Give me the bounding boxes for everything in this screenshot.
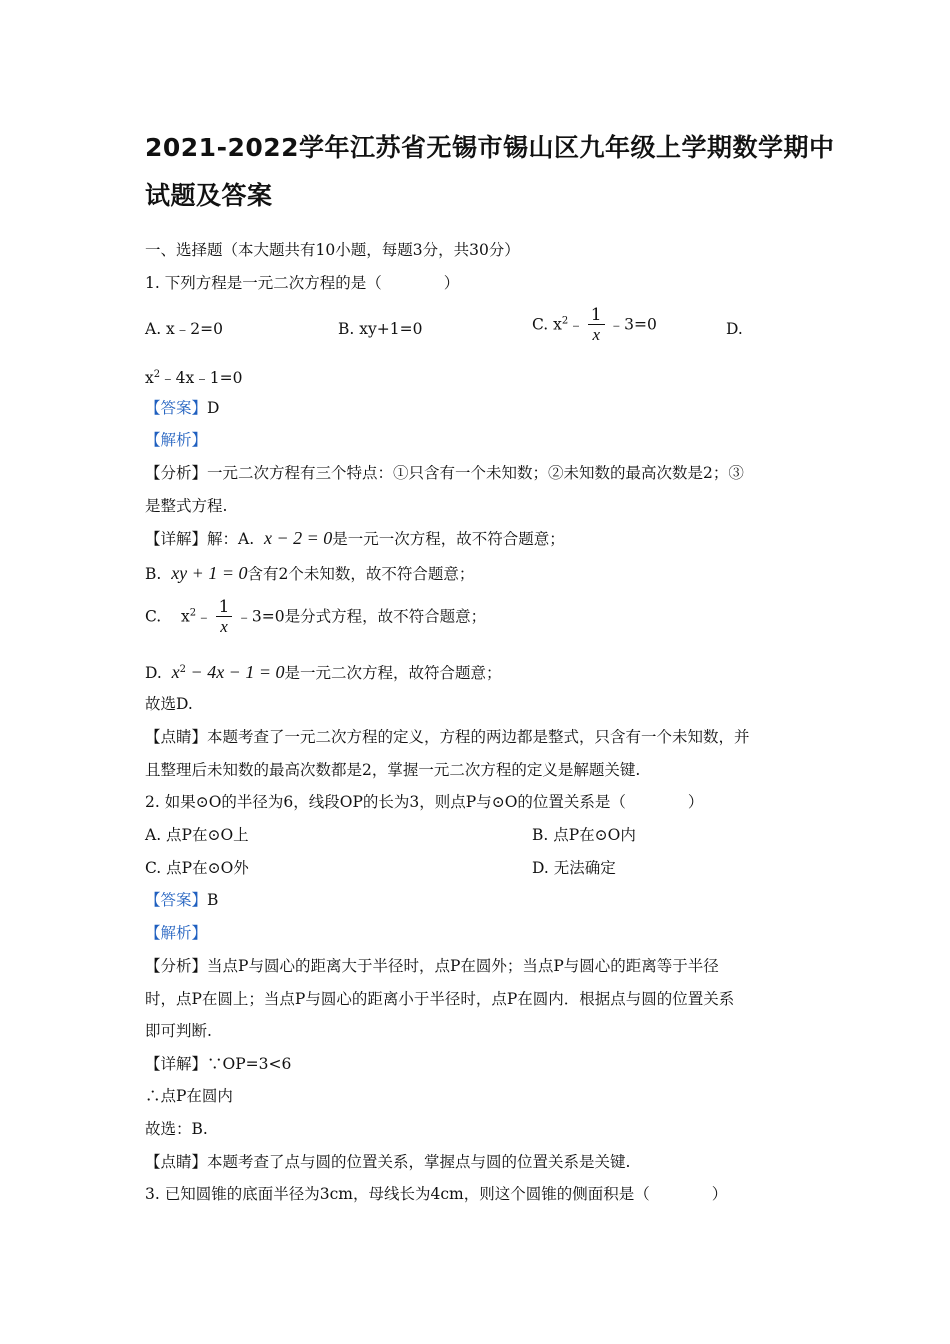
fenxi-tag: 【分析】 [145, 464, 208, 482]
q2-option-b: B. 点P在⊙O内 [532, 826, 636, 844]
q2-xiangjie-line-1 [145, 1054, 291, 1074]
q1-xiangjie-d-pre: D. [145, 664, 162, 683]
q1-answer-value: D [207, 399, 220, 417]
q1-xiangjie-c [145, 598, 486, 637]
dianjing-tag: 【点睛】 [145, 1153, 208, 1171]
q1-xiangjie-d-equation: − 4x − 1 = 0 [186, 662, 285, 683]
q1-option-b: B. xy+1=0 [338, 320, 423, 338]
q2-option-c: C. 点P在⊙O外 [145, 859, 249, 877]
q1-dianjing-line-2: 且整理后未知数的最高次数都是2，掌握一元二次方程的定义是解题关键. [145, 761, 641, 779]
q1-xiangjie-b-pre: B. [145, 565, 162, 583]
q2-answer-value: B [207, 891, 219, 909]
dianjing-tag: 【点睛】 [145, 728, 208, 746]
fraction-denominator: x [220, 617, 228, 636]
q2-answer [145, 890, 218, 910]
q1-fenxi-line-2: 是整式方程. [145, 497, 228, 515]
q2-stem: 2. 如果⊙O的半径为6，线段OP的长为3，则点P与⊙O的位置关系是（ ） [145, 793, 704, 811]
q1-xiangjie-a [145, 528, 565, 549]
q2-fenxi-line-2: 时，点P在圆上；当点P与圆心的距离小于半径时，点P在圆内．根据点与圆的位置关系 [145, 990, 735, 1008]
q2-analysis-tag [145, 923, 207, 943]
q2-xiangjie-text-1: ∵OP=3<6 [207, 1055, 292, 1073]
q1-option-d-x: x [145, 369, 154, 388]
q1-xiangjie-c-pre: C. [145, 607, 162, 626]
q3-stem: 3. 已知圆锥的底面半径为3cm，母线长为4cm，则这个圆锥的侧面积是（ ） [145, 1185, 728, 1203]
q1-fenxi-line-1 [145, 463, 744, 483]
q1-xiangjie-c-x: x [180, 607, 190, 626]
q2-option-d: D. 无法确定 [532, 859, 616, 877]
q1-xiangjie-a-post: 是一元一次方程，故不符合题意； [332, 530, 565, 548]
fenxi-tag: 【分析】 [145, 957, 208, 975]
q2-dianjing-line-1 [145, 1152, 630, 1172]
q1-option-c-label: C. x [532, 315, 562, 334]
q2-fenxi-line-1 [145, 956, 719, 976]
q1-option-c-minus: ﹣ [568, 315, 584, 334]
q1-xiangjie-b-post: 含有2个未知数，故不符合题意； [247, 565, 475, 583]
q1-option-a: A. x﹣2=0 [145, 320, 223, 338]
q1-option-d-tail: ﹣4x﹣1=0 [160, 369, 243, 388]
q1-analysis-tag [145, 430, 207, 450]
q1-fenxi-text-1: 一元二次方程有三个特点：①只含有一个未知数；②未知数的最高次数是2；③ [207, 464, 744, 482]
q1-option-d-label: D. [726, 320, 743, 338]
q2-xiangjie-line-2: ∴点P在圆内 [145, 1087, 233, 1105]
q1-dianjing-text-1: 本题考查了一元二次方程的定义，方程的两边都是整式，只含有一个未知数，并 [207, 728, 750, 746]
q2-fenxi-line-3: 即可判断. [145, 1022, 212, 1040]
q2-option-a: A. 点P在⊙O上 [145, 826, 249, 844]
q1-dianjing-line-1 [145, 727, 750, 747]
q1-xiangjie-b-equation: xy + 1 = 0 [171, 563, 248, 583]
q2-conclusion: 故选：B. [145, 1120, 208, 1138]
q1-xiangjie-c-exponent: 2 [189, 607, 197, 619]
q1-option-c-fraction [588, 306, 605, 345]
analysis-tag: 【解析】 [145, 431, 208, 449]
analysis-tag: 【解析】 [145, 924, 208, 942]
q1-option-c [532, 306, 657, 345]
q2-dianjing-text-1: 本题考查了点与圆的位置关系，掌握点与圆的位置关系是关键. [207, 1153, 631, 1171]
q1-xiangjie-d-post: 是一元二次方程，故符合题意； [284, 664, 502, 683]
q1-option-c-exponent: 2 [561, 315, 569, 327]
document-title-line-2: 试题及答案 [145, 181, 273, 210]
q1-xiangjie-d-exponent: 2 [179, 664, 187, 675]
q1-option-d-exponent: 2 [153, 369, 161, 380]
xiangjie-tag: 【详解】 [145, 530, 208, 548]
q1-xiangjie-c-fraction [216, 598, 233, 637]
q1-xiangjie-d [145, 660, 502, 683]
section-heading: 一、选择题（本大题共有10小题，每题3分，共30分） [145, 241, 520, 259]
q1-answer [145, 398, 219, 418]
q1-option-d-body [145, 365, 242, 388]
q1-stem: 1. 下列方程是一元二次方程的是（ ） [145, 274, 460, 292]
xiangjie-tag: 【详解】 [145, 1055, 208, 1073]
q1-xiangjie-b [145, 563, 474, 584]
q1-xiangjie-c-post: ﹣3=0是分式方程，故不符合题意； [236, 607, 487, 626]
answer-tag: 【答案】 [145, 891, 208, 909]
q1-xiangjie-c-minus: ﹣ [196, 607, 212, 626]
fraction-denominator: x [592, 325, 600, 344]
fraction-numerator: 1 [588, 306, 605, 325]
q1-xiangjie-a-equation: x − 2 = 0 [264, 528, 333, 548]
q1-xiangjie-d-x: x [171, 662, 180, 683]
answer-tag: 【答案】 [145, 399, 208, 417]
q1-option-c-tail: ﹣3=0 [608, 315, 657, 334]
q1-xiangjie-a-pre: 解：A. [207, 530, 255, 548]
q2-fenxi-text-1: 当点P与圆心的距离大于半径时，点P在圆外；当点P与圆心的距离等于半径 [207, 957, 719, 975]
document-title-line-1: 2021-2022学年江苏省无锡市锡山区九年级上学期数学期中 [145, 133, 835, 162]
q1-conclusion: 故选D. [145, 695, 193, 713]
fraction-numerator: 1 [216, 598, 233, 617]
